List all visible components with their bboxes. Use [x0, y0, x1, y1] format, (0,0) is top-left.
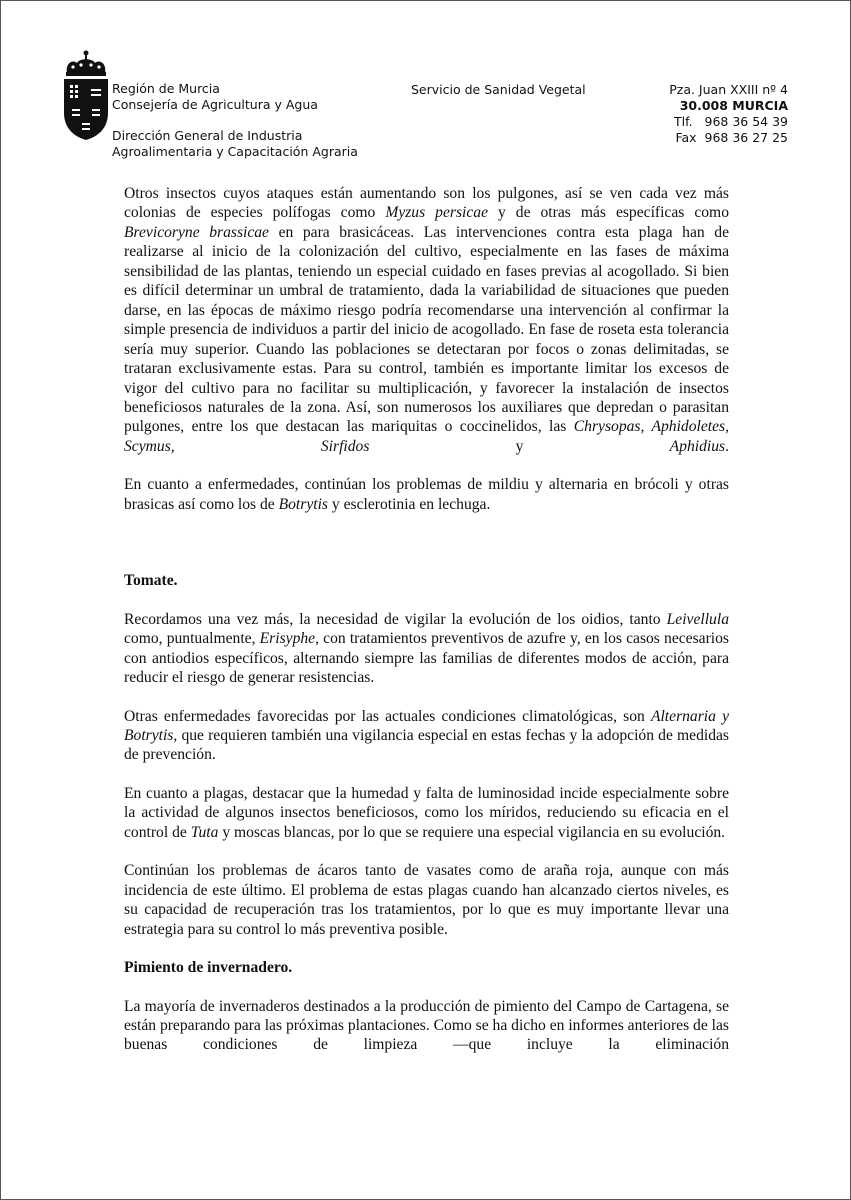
- species-name: Tuta: [190, 823, 219, 841]
- species-name: Aphidius: [669, 437, 726, 455]
- header-postal-city: 30.008 MURCIA: [679, 98, 788, 113]
- paragraph-pulgones: Otros insectos cuyos ataques están aumentando son los pulgones, así se ven cada vez más colonias de especies polífogas como Myzus persicae y de otras más específicas como Brevicoryne brassicae en para brasicáceas. Las intervenciones contra esta plaga han de realizarse al inicio de la colonización del cultivo, especialmente en las fases de máxima sensibilidad de las plantas, teniendo un especial cuidado en fases previas al acogollado. Si bien es difícil determinar un umbral de tratamiento, dada la variabilidad de situaciones que pueden darse, en las épocas de máximo riesgo podría recomendarse una intervención al confirmar la simple presencia de individuos a partir del inicio de acogollado. En fase de roseta esta tolerancia sería muy superior. Cuando las poblaciones se detectaran por focos o zonas delimitadas, se trataran exclusivamente estas. Para su control, también es importante limitar los excesos de vigor del cultivo para no facilitar su multiplicación, y favorecer la instalación de insectos beneficiosos naturales de la zona. Así, son numerosos los auxiliares que depredan o parasitan pulgones, entre los que destacan las mariquitas o coccinelidos, las Chrysopas, Aphidoletes, Scymus, Sirfidos y Aphidius.: [124, 185, 730, 455]
- header-phone: Tlf. 968 36 54 39: [674, 114, 788, 129]
- paragraph-enfermedades: En cuanto a enfermedades, continúan los problemas de mildiu y alternaria en brócoli y otras brasicas así como los de Botrytis y esclerotinia en lechuga.: [124, 476, 729, 513]
- species-name: Myzus persicae: [385, 204, 488, 222]
- section-heading-tomate: Tomate.: [124, 572, 178, 590]
- paragraph-invernaderos: La mayoría de invernaderos destinados a la producción de pimiento del Campo de Cartagena, se están preparando para las próximas plantaciones. Como se ha dicho en informes anteriores de las buenas condiciones de limpieza —que incluye la eliminación: [124, 997, 729, 1054]
- header-organization: [112, 81, 318, 113]
- paragraph-oidios: Recordamos una vez más, la necesidad de vigilar la evolución de los oidios, tanto Leivellula como, puntualmente, Erisyphe, con tratamientos preventivos de azufre y, en los casos necesarios con antiodios específicos, alternando siempre las familias de diferentes modos de acción, para reducir el riesgo de generar resistencias.: [124, 610, 729, 687]
- region-murcia-coat-of-arms-logo: [61, 49, 111, 141]
- species-name: Leivellula: [666, 610, 729, 628]
- header-directorate-line1: Dirección General de Industria: [112, 128, 303, 143]
- header-street-address: Pza. Juan XXIII nº 4: [669, 82, 788, 97]
- header-fax: Fax 968 36 27 25: [675, 130, 788, 145]
- header-service-name: Servicio de Sanidad Vegetal: [411, 82, 586, 97]
- header-directorate: [112, 128, 358, 160]
- species-name: Brevicoryne brassicae: [124, 223, 269, 241]
- paragraph-otras-enfermedades: Otras enfermedades favorecidas por las actuales condiciones climatológicas, son Alternaria y Botrytis, que requieren también una vigilancia especial en estas fechas y la adopción de medidas de prevención.: [124, 707, 730, 764]
- document-body: [124, 184, 729, 1055]
- header-region-name: Región de Murcia: [112, 81, 220, 96]
- species-name: Erisyphe: [259, 630, 316, 648]
- paragraph-acaros: Continúan los problemas de ácaros tanto de vasates como de araña roja, aunque con más incidencia de este último. El problema de estas plagas cuando han alcanzado ciertos niveles, es su capacidad de recuperación tras los tratamientos, por lo que es muy importante llevar una estrategia para su control lo más preventiva posible.: [124, 862, 729, 938]
- header-address-block: [641, 82, 788, 146]
- species-name: Chrysopas, Aphidoletes, Scymus, Sirfidos: [124, 418, 730, 455]
- header-ministry-name: Consejería de Agricultura y Agua: [112, 97, 318, 112]
- species-name: Botrytis: [278, 495, 328, 513]
- section-heading-pimiento: Pimiento de invernadero.: [124, 959, 293, 977]
- header-directorate-line2: Agroalimentaria y Capacitación Agraria: [112, 144, 358, 159]
- species-name: Alternaria y Botrytis: [124, 707, 730, 744]
- paragraph-plagas: En cuanto a plagas, destacar que la humedad y falta de luminosidad incide especialmente sobre la actividad de algunos insectos beneficiosos, como los míridos, reduciendo su eficacia en el control de Tuta y moscas blancas, por lo que se requiere una especial vigilancia en su evolución.: [124, 784, 729, 841]
